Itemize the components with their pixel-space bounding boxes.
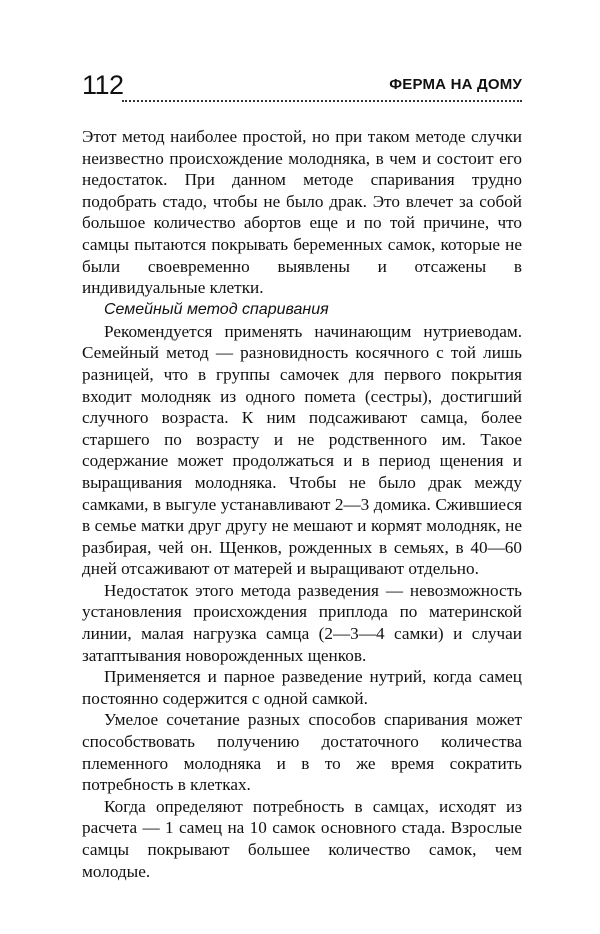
paragraph: Недостаток этого метода разведения — невозможность установления происхождения приплода по материнской линии, малая нагрузка самца (2—3—4 самки) и случаи затаптывания новорожденных щенков. (82, 580, 522, 665)
section-heading: Семейный метод спаривания (104, 300, 329, 318)
book-page (82, 70, 522, 882)
paragraph: Когда определяют потребность в самцах, исходят из расчета — 1 самец на 10 самок основного стада. Взрослые самцы покрывают большее количество самок, чем молодые. (82, 796, 522, 881)
page-body (82, 126, 522, 882)
paragraph: Умелое сочетание разных способов спаривания может способствовать получению достаточного количества племенного молодняка и в то же время сократить потребность в клетках. (82, 710, 522, 795)
page-header (82, 70, 522, 106)
paragraph: Применяется и парное разведение нутрий, когда самец постоянно содержится с одной самкой. (82, 667, 522, 708)
header-dotted-rule (122, 100, 522, 102)
running-title: ФЕРМА НА ДОМУ (389, 76, 522, 93)
paragraph: Рекомендуется применять начинающим нутриеводам. Семейный метод — разновидность косячного с той лишь разницей, что в группы самочек для первого покрытия входит молодняк из одного помета (сестры), достигший случного возраста. К ним подсаживают самца, более старшего по возрасту и не родственного им. Такое содержание может продолжаться и в период щенения и выращивания молодняка. Чтобы не было драк между самками, в выгуле устанавливают 2—3 домика. Сжившиеся в семье матки друг другу не мешают и кормят молодняк, не разбирая, чей он. Щенков, рожденных в семьях, в 40—60 дней отсаживают от матерей и выращивают отдельно. (82, 321, 522, 579)
page-number: 112 (82, 70, 124, 100)
paragraph: Этот метод наиболее простой, но при таком методе случки неизвестно происхождение молодняка, в чем и состоит его недостаток. При данном методе спаривания трудно подобрать стадо, чтобы не было драк. Это влечет за собой большое количество абортов еще и по той причине, что самцы пытаются покрывать беременных самок, которые не были своевременно выявлены и отсажены в индивидуальные клетки. (82, 127, 522, 298)
